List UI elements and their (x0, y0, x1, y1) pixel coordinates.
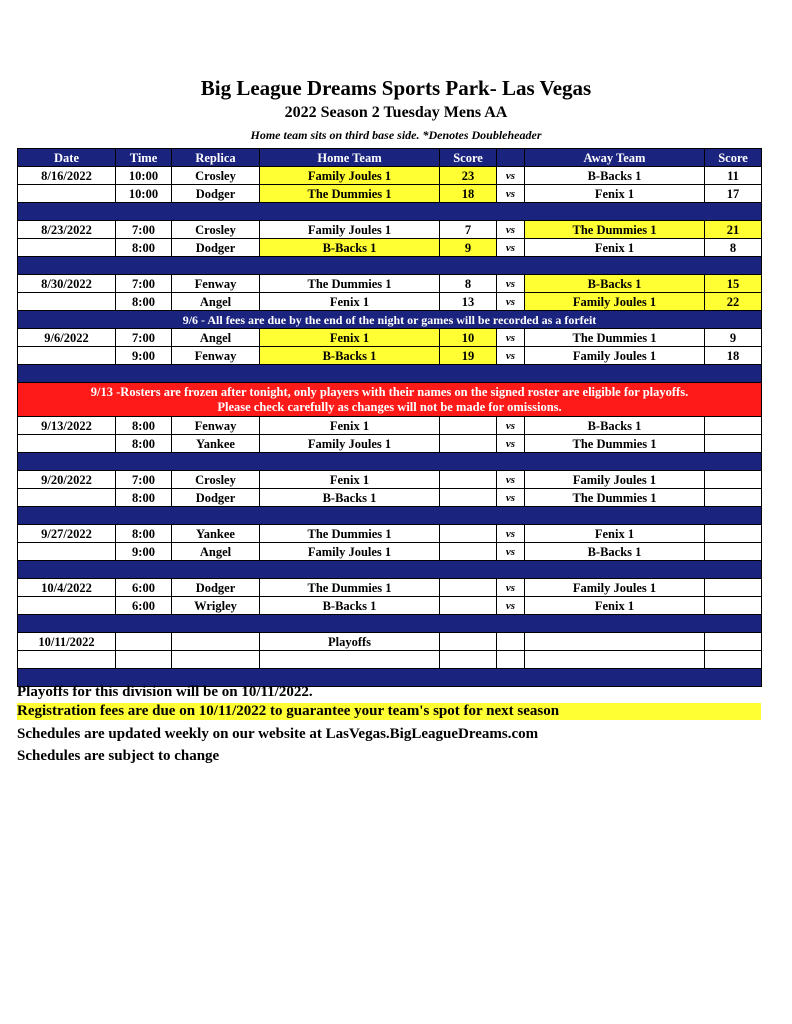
home-team-cell: Fenix 1 (260, 329, 440, 347)
spacer-row (18, 615, 762, 633)
home-score-cell: 10 (440, 329, 497, 347)
vs-cell: vs (497, 239, 525, 257)
time-cell: 7:00 (116, 329, 172, 347)
table-row (18, 239, 762, 257)
vs-cell: vs (497, 435, 525, 453)
date-cell (18, 651, 116, 669)
time-cell (116, 633, 172, 651)
away-team-cell (525, 633, 705, 651)
away-score-cell (705, 633, 762, 651)
time-cell: 8:00 (116, 417, 172, 435)
registration-notice: Registration fees are due on 10/11/2022 to guarantee your team's spot for next season (17, 703, 761, 720)
home-score-cell: 7 (440, 221, 497, 239)
away-score-cell: 9 (705, 329, 762, 347)
date-cell (18, 347, 116, 365)
spacer-row (18, 203, 762, 221)
vs-cell: vs (497, 597, 525, 615)
date-cell: 8/23/2022 (18, 221, 116, 239)
away-team-cell: Fenix 1 (525, 597, 705, 615)
date-cell (18, 185, 116, 203)
col-header-time: Time (116, 149, 172, 167)
vs-cell: vs (497, 471, 525, 489)
replica-cell: Angel (172, 543, 260, 561)
vs-cell: vs (497, 347, 525, 365)
alert-cell (18, 383, 762, 417)
away-team-cell: Family Joules 1 (525, 471, 705, 489)
replica-cell: Dodger (172, 185, 260, 203)
replica-cell: Angel (172, 329, 260, 347)
home-team-cell: The Dummies 1 (260, 275, 440, 293)
replica-cell: Angel (172, 293, 260, 311)
away-score-cell: 21 (705, 221, 762, 239)
disclaimer-notice: Schedules are subject to change (17, 748, 220, 764)
home-score-cell (440, 579, 497, 597)
schedule-table (17, 148, 762, 687)
home-score-cell (440, 597, 497, 615)
time-cell: 9:00 (116, 543, 172, 561)
date-cell: 9/6/2022 (18, 329, 116, 347)
table-row (18, 489, 762, 507)
home-score-cell: 23 (440, 167, 497, 185)
replica-cell: Yankee (172, 435, 260, 453)
home-score-cell (440, 543, 497, 561)
home-team-cell: Playoffs (260, 633, 440, 651)
home-team-cell: B-Backs 1 (260, 347, 440, 365)
away-team-cell: Family Joules 1 (525, 347, 705, 365)
spacer-row (18, 507, 762, 525)
home-score-cell (440, 525, 497, 543)
time-cell: 7:00 (116, 221, 172, 239)
away-score-cell (705, 579, 762, 597)
away-team-cell: Fenix 1 (525, 239, 705, 257)
time-cell: 9:00 (116, 347, 172, 365)
spacer-cell (18, 507, 762, 525)
away-team-cell: The Dummies 1 (525, 435, 705, 453)
spacer-cell (18, 257, 762, 275)
time-cell: 8:00 (116, 489, 172, 507)
home-team-cell: Family Joules 1 (260, 221, 440, 239)
page-title: Big League Dreams Sports Park- Las Vegas (200, 76, 592, 100)
replica-cell: Dodger (172, 579, 260, 597)
away-team-cell: Fenix 1 (525, 185, 705, 203)
vs-cell: vs (497, 525, 525, 543)
col-header-home-team: Home Team (260, 149, 440, 167)
away-score-cell (705, 651, 762, 669)
replica-cell: Dodger (172, 489, 260, 507)
col-header-home-score: Score (440, 149, 497, 167)
col-header-away-team: Away Team (525, 149, 705, 167)
home-team-cell: B-Backs 1 (260, 239, 440, 257)
vs-cell (497, 633, 525, 651)
page-subtitle: 2022 Season 2 Tuesday Mens AA (284, 104, 508, 121)
away-team-cell: Family Joules 1 (525, 579, 705, 597)
away-score-cell (705, 435, 762, 453)
away-score-cell: 22 (705, 293, 762, 311)
away-team-cell: B-Backs 1 (525, 417, 705, 435)
replica-cell: Yankee (172, 525, 260, 543)
spacer-row (18, 257, 762, 275)
date-cell (18, 239, 116, 257)
table-row (18, 293, 762, 311)
time-cell: 6:00 (116, 579, 172, 597)
away-score-cell: 15 (705, 275, 762, 293)
date-cell (18, 489, 116, 507)
time-cell: 8:00 (116, 293, 172, 311)
away-score-cell (705, 597, 762, 615)
away-score-cell: 18 (705, 347, 762, 365)
alert-row (18, 383, 762, 417)
time-cell: 7:00 (116, 275, 172, 293)
home-team-cell: Fenix 1 (260, 471, 440, 489)
spacer-row (18, 453, 762, 471)
home-score-cell (440, 651, 497, 669)
vs-cell: vs (497, 417, 525, 435)
home-team-cell: The Dummies 1 (260, 579, 440, 597)
spacer-cell (18, 365, 762, 383)
date-cell: 10/4/2022 (18, 579, 116, 597)
col-header-replica: Replica (172, 149, 260, 167)
vs-cell: vs (497, 543, 525, 561)
home-score-cell (440, 417, 497, 435)
away-score-cell (705, 543, 762, 561)
away-team-cell: B-Backs 1 (525, 167, 705, 185)
date-cell (18, 543, 116, 561)
away-score-cell (705, 489, 762, 507)
home-score-cell (440, 435, 497, 453)
away-team-cell: Fenix 1 (525, 525, 705, 543)
time-cell: 10:00 (116, 167, 172, 185)
home-team-cell: Fenix 1 (260, 293, 440, 311)
vs-cell: vs (497, 275, 525, 293)
spacer-cell (18, 615, 762, 633)
away-score-cell: 17 (705, 185, 762, 203)
table-row (18, 329, 762, 347)
away-team-cell (525, 651, 705, 669)
away-team-cell: The Dummies 1 (525, 489, 705, 507)
spacer-cell (18, 203, 762, 221)
spacer-cell (18, 453, 762, 471)
replica-cell: Wrigley (172, 597, 260, 615)
notice-row (18, 311, 762, 329)
alert-line2: Please check carefully as changes will not be made for omissions. (217, 399, 562, 414)
replica-cell (172, 651, 260, 669)
home-score-cell: 9 (440, 239, 497, 257)
away-team-cell: Family Joules 1 (525, 293, 705, 311)
home-score-cell (440, 633, 497, 651)
time-cell: 7:00 (116, 471, 172, 489)
time-cell: 6:00 (116, 597, 172, 615)
table-row (18, 417, 762, 435)
home-team-cell: Family Joules 1 (260, 167, 440, 185)
replica-cell: Fenway (172, 417, 260, 435)
home-team-cell: Fenix 1 (260, 417, 440, 435)
time-cell: 8:00 (116, 525, 172, 543)
vs-cell: vs (497, 185, 525, 203)
away-score-cell (705, 525, 762, 543)
time-cell (116, 651, 172, 669)
time-cell: 8:00 (116, 239, 172, 257)
home-team-cell (260, 651, 440, 669)
table-row (18, 543, 762, 561)
date-cell (18, 597, 116, 615)
away-score-cell: 8 (705, 239, 762, 257)
home-team-cell: The Dummies 1 (260, 525, 440, 543)
time-cell: 10:00 (116, 185, 172, 203)
spacer-cell (18, 561, 762, 579)
home-team-cell: B-Backs 1 (260, 597, 440, 615)
home-team-cell: The Dummies 1 (260, 185, 440, 203)
vs-cell: vs (497, 579, 525, 597)
col-header-away-score: Score (705, 149, 762, 167)
date-cell: 9/27/2022 (18, 525, 116, 543)
home-score-cell: 18 (440, 185, 497, 203)
table-row (18, 275, 762, 293)
col-header-vs (497, 149, 525, 167)
vs-cell: vs (497, 329, 525, 347)
table-row (18, 347, 762, 365)
vs-cell: vs (497, 221, 525, 239)
time-cell: 8:00 (116, 435, 172, 453)
replica-cell: Fenway (172, 347, 260, 365)
home-score-cell (440, 471, 497, 489)
date-cell: 9/20/2022 (18, 471, 116, 489)
away-score-cell (705, 417, 762, 435)
table-row (18, 651, 762, 669)
home-team-cell: Family Joules 1 (260, 543, 440, 561)
replica-cell: Crosley (172, 221, 260, 239)
table-row (18, 221, 762, 239)
spacer-row (18, 561, 762, 579)
alert-line1: 9/13 -Rosters are frozen after tonight, only players with their names on the signed roster are eligible for playoffs. (90, 384, 689, 399)
away-team-cell: B-Backs 1 (525, 543, 705, 561)
table-row (18, 167, 762, 185)
table-row (18, 185, 762, 203)
replica-cell: Crosley (172, 167, 260, 185)
table-row (18, 633, 762, 651)
replica-cell: Fenway (172, 275, 260, 293)
vs-cell: vs (497, 489, 525, 507)
home-score-cell (440, 489, 497, 507)
home-team-cell: Family Joules 1 (260, 435, 440, 453)
date-cell (18, 293, 116, 311)
away-score-cell (705, 471, 762, 489)
table-row (18, 579, 762, 597)
away-team-cell: The Dummies 1 (525, 329, 705, 347)
playoffs-notice: Playoffs for this division will be on 10/11/2022. (17, 684, 313, 700)
home-team-cell: B-Backs 1 (260, 489, 440, 507)
vs-cell: vs (497, 293, 525, 311)
date-cell (18, 435, 116, 453)
away-score-cell: 11 (705, 167, 762, 185)
date-cell: 8/16/2022 (18, 167, 116, 185)
replica-cell: Crosley (172, 471, 260, 489)
date-cell: 9/13/2022 (18, 417, 116, 435)
table-row (18, 471, 762, 489)
home-score-cell: 13 (440, 293, 497, 311)
table-row (18, 597, 762, 615)
away-team-cell: B-Backs 1 (525, 275, 705, 293)
schedule-note: Home team sits on third base side. *Denotes Doubleheader (250, 128, 542, 142)
schedule-body (18, 167, 762, 687)
vs-cell (497, 651, 525, 669)
date-cell: 10/11/2022 (18, 633, 116, 651)
table-row (18, 435, 762, 453)
home-score-cell: 19 (440, 347, 497, 365)
col-header-date: Date (18, 149, 116, 167)
table-header-row (18, 149, 762, 167)
notice-text: 9/6 - All fees are due by the end of the night or games will be recorded as a forfeit (18, 311, 762, 329)
home-score-cell: 8 (440, 275, 497, 293)
date-cell: 8/30/2022 (18, 275, 116, 293)
vs-cell: vs (497, 167, 525, 185)
website-notice: Schedules are updated weekly on our website at LasVegas.BigLeagueDreams.com (17, 726, 539, 742)
away-team-cell: The Dummies 1 (525, 221, 705, 239)
spacer-row (18, 365, 762, 383)
replica-cell (172, 633, 260, 651)
replica-cell: Dodger (172, 239, 260, 257)
table-row (18, 525, 762, 543)
